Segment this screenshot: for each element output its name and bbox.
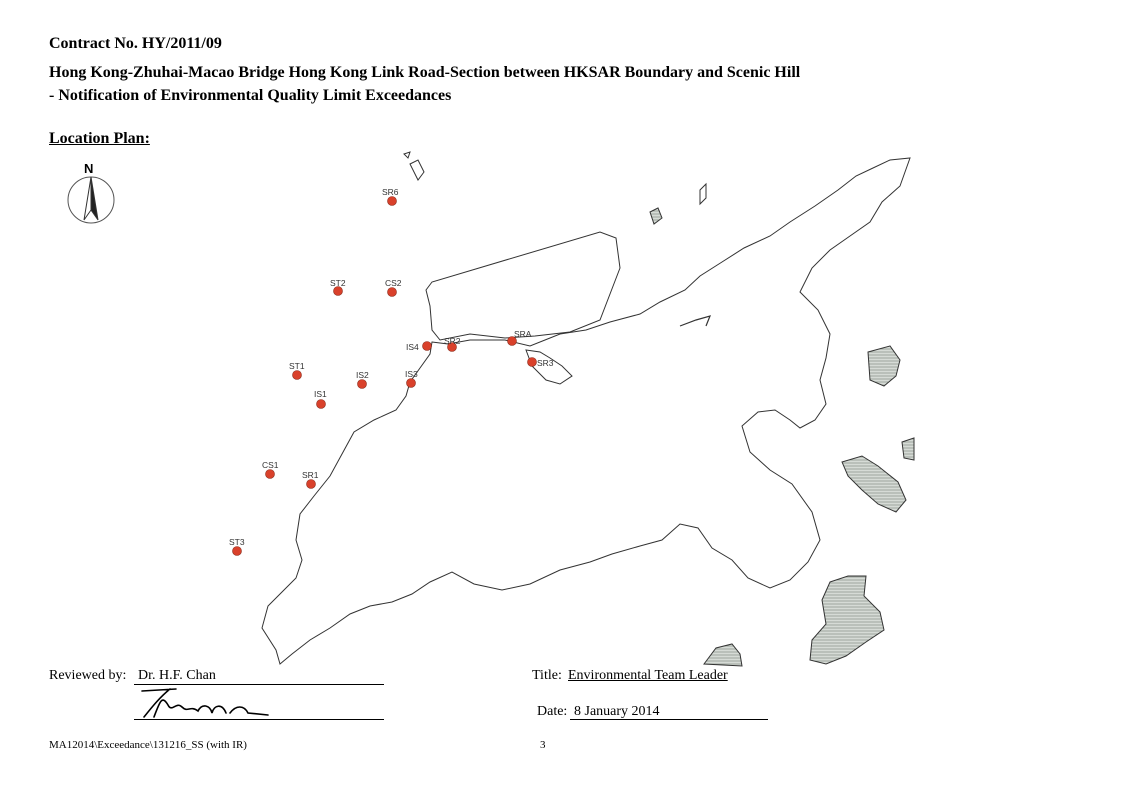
north-arrow-icon [68, 161, 114, 223]
station-label-sr3: SR3 [537, 358, 554, 368]
station-label-cs1: CS1 [262, 460, 279, 470]
north-label: N [84, 161, 94, 176]
date-label: Date: [537, 704, 568, 719]
small-island [650, 208, 662, 224]
station-label-st2: ST2 [330, 278, 346, 288]
hatched-land [842, 456, 906, 512]
signature-underline [134, 719, 384, 720]
small-island [404, 152, 410, 158]
station-marker-sr6 [388, 197, 397, 206]
lantau-coastline [262, 158, 910, 664]
station-marker-sr1 [307, 480, 316, 489]
hatched-land [704, 644, 742, 666]
airport-island [426, 232, 620, 340]
station-label-is1: IS1 [314, 389, 327, 399]
hatched-land [868, 346, 900, 386]
station-marker-st3 [233, 547, 242, 556]
station-label-st3: ST3 [229, 537, 245, 547]
station-marker-is1 [317, 400, 326, 409]
station-label-is2: IS2 [356, 370, 369, 380]
station-label-is3: IS3 [405, 369, 418, 379]
station-marker-is2 [358, 380, 367, 389]
reviewer-signature [140, 683, 275, 721]
contract-number: Contract No. HY/2011/09 [49, 35, 222, 52]
document-subtitle: - Notification of Environmental Quality Limit Exceedances [49, 87, 452, 104]
station-label-sr6: SR6 [382, 187, 399, 197]
title-label: Title: [532, 668, 562, 683]
station-marker-cs2 [388, 288, 397, 297]
station-marker-cs1 [266, 470, 275, 479]
file-path: MA12014\Exceedance\131216_SS (with IR) [49, 739, 247, 751]
date-value: 8 January 2014 [574, 704, 660, 719]
page-number: 3 [540, 739, 546, 751]
station-marker-st1 [293, 371, 302, 380]
reviewed-by-name: Dr. H.F. Chan [138, 668, 216, 683]
small-island [410, 160, 424, 180]
station-marker-is3 [407, 379, 416, 388]
station-marker-sr3 [528, 358, 537, 367]
channel-detail [680, 316, 710, 326]
station-label-sr2: SR2 [444, 336, 461, 346]
station-label-is4: IS4 [406, 342, 419, 352]
small-island [700, 184, 706, 204]
station-label-sr1: SR1 [302, 470, 319, 480]
location-plan-heading: Location Plan: [49, 130, 150, 147]
document-title: Hong Kong-Zhuhai-Macao Bridge Hong Kong Link Road-Section between HKSAR Boundary and Scenic Hill [49, 64, 801, 81]
reviewed-by-label: Reviewed by: [49, 668, 127, 683]
station-label-sra: SRA [514, 329, 532, 339]
date-underline [570, 719, 768, 720]
hatched-land [810, 576, 884, 664]
title-value: Environmental Team Leader [568, 668, 728, 683]
station-marker-is4 [423, 342, 432, 351]
station-label-st1: ST1 [289, 361, 305, 371]
hatched-land [902, 438, 914, 460]
station-label-cs2: CS2 [385, 278, 402, 288]
